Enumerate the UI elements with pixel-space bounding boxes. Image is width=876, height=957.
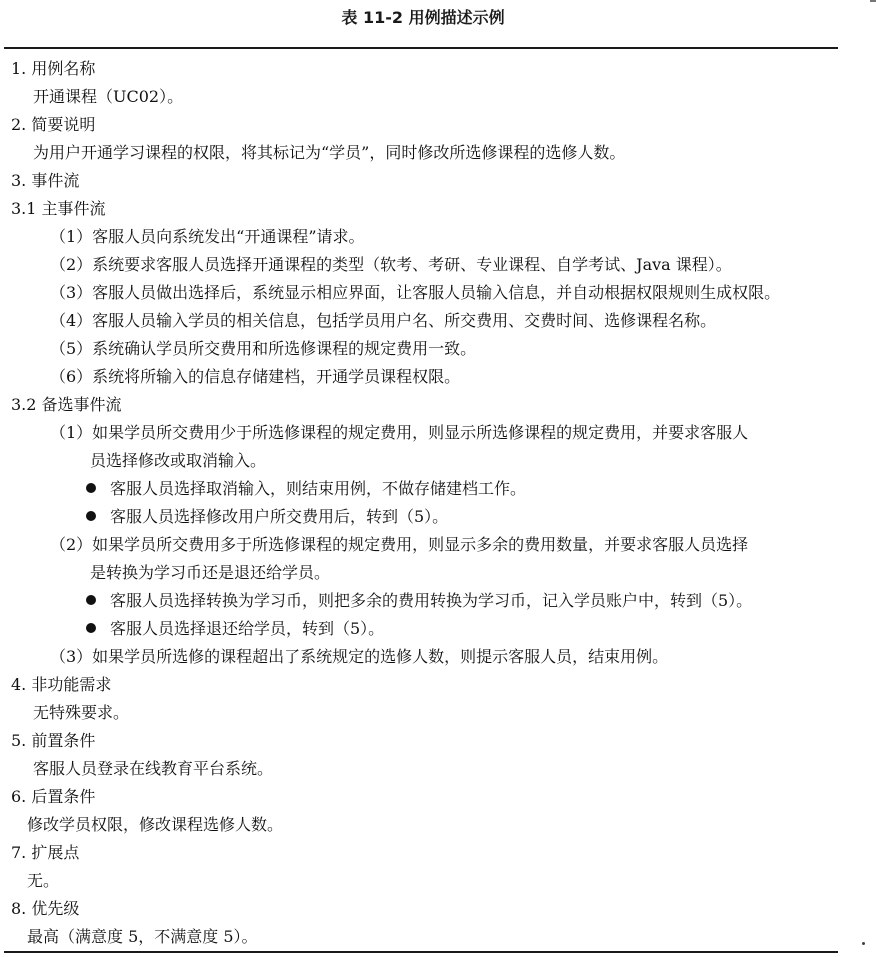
alt-flow-bullet [86, 476, 526, 502]
section-heading-name: 1. 用例名称 [11, 59, 96, 78]
scan-speck [862, 942, 865, 945]
alt-flow-step: （3）如果学员所选修的课程超出了系统规定的选修人数，则提示客服人员，结束用例。 [50, 647, 669, 666]
nonfunctional-text: 无特殊要求。 [33, 703, 130, 722]
alt-flow-bullet [86, 616, 384, 642]
main-flow-step: （6）系统将所输入的信息存储建档，开通学员课程权限。 [50, 367, 461, 386]
bullet-text: 客服人员选择退还给学员，转到（5）。 [110, 619, 385, 638]
top-edge-mark [870, 0, 876, 2]
section-heading-nonfunctional: 4. 非功能需求 [11, 675, 112, 694]
alt-flow-step: （2）如果学员所交费用多于所选修课程的规定费用，则显示多余的费用数量，并要求客服人员选择 [50, 535, 749, 554]
bullet-icon [86, 483, 96, 493]
alt-flow-step-continued: 员选择修改或取消输入。 [90, 451, 267, 470]
bullet-icon [86, 511, 96, 521]
table-title: 表 11-2 用例描述示例 [341, 8, 505, 27]
bullet-text: 客服人员选择取消输入，则结束用例，不做存储建档工作。 [110, 479, 527, 498]
use-case-name: 开通课程（UC02）。 [33, 87, 184, 106]
bullet-icon [86, 623, 96, 633]
precondition-text: 客服人员登录在线教育平台系统。 [33, 759, 274, 778]
postcondition-text: 修改学员权限，修改课程选修人数。 [27, 815, 284, 834]
priority-text: 最高（满意度 5，不满意度 5）。 [27, 927, 258, 946]
section-heading-flow: 3. 事件流 [11, 171, 80, 190]
subsection-alt-flow: 3.2 备选事件流 [11, 395, 122, 414]
extension-text: 无。 [27, 871, 60, 890]
main-flow-step: （5）系统确认学员所交费用和所选修课程的规定费用一致。 [50, 339, 477, 358]
section-heading-brief: 2. 简要说明 [11, 115, 96, 134]
bullet-text: 客服人员选择修改用户所交费用后，转到（5）。 [110, 507, 449, 526]
brief-description: 为用户开通学习课程的权限，将其标记为“学员”，同时修改所选修课程的选修人数。 [33, 143, 626, 162]
main-flow-step: （2）系统要求客服人员选择开通课程的类型（软考、考研、专业课程、自学考试、Java 课程）。 [50, 255, 732, 274]
alt-flow-step-continued: 是转换为学习币还是退还给学员。 [90, 563, 331, 582]
main-flow-step: （1）客服人员向系统发出“开通课程”请求。 [50, 227, 365, 246]
section-heading-precondition: 5. 前置条件 [11, 731, 96, 750]
alt-flow-bullet [86, 504, 448, 530]
main-flow-step: （3）客服人员做出选择后，系统显示相应界面，让客服人员输入信息，并自动根据权限规则生成权限。 [50, 283, 781, 302]
section-heading-postcondition: 6. 后置条件 [11, 787, 96, 806]
alt-flow-step: （1）如果学员所交费用少于所选修课程的规定费用，则显示所选修课程的规定费用，并要求客服人 [50, 423, 749, 442]
top-rule [4, 47, 838, 49]
bottom-rule [4, 951, 838, 953]
bullet-text: 客服人员选择转换为学习币，则把多余的费用转换为学习币，记入学员账户中，转到（5）。 [110, 591, 753, 610]
section-heading-extension: 7. 扩展点 [11, 843, 80, 862]
subsection-main-flow: 3.1 主事件流 [11, 199, 106, 218]
section-heading-priority: 8. 优先级 [11, 899, 80, 918]
bullet-icon [86, 595, 96, 605]
alt-flow-bullet [86, 588, 752, 614]
main-flow-step: （4）客服人员输入学员的相关信息，包括学员用户名、所交费用、交费时间、选修课程名称。 [50, 311, 717, 330]
